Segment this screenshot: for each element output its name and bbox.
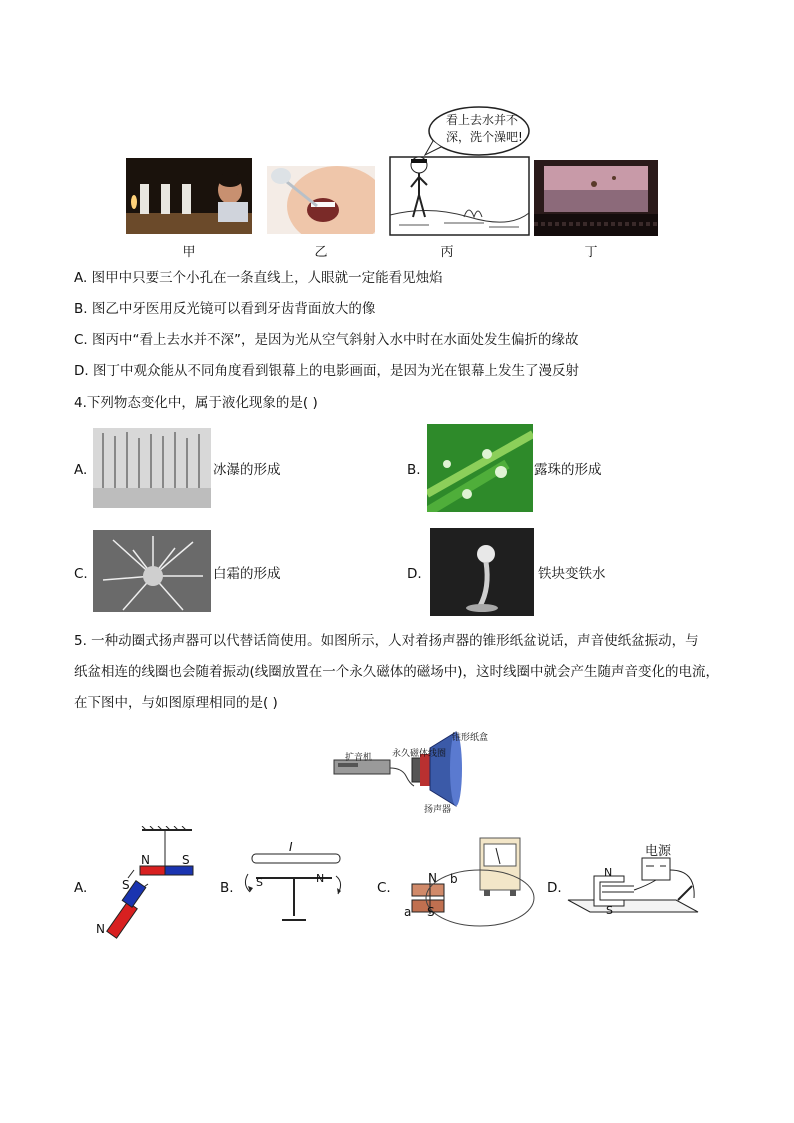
speech-bubble-text: 看上去水并不深，洗个澡吧! — [446, 113, 523, 144]
q5-option-d-letter[interactable]: D. — [547, 880, 562, 896]
magnet-diagram — [104, 826, 204, 946]
induction-diagram — [396, 834, 536, 930]
motor-s-label: S — [606, 904, 613, 917]
q3-option-c[interactable]: C. 图丙中“看上去水并不深”，是因为光从空气斜射入水中时在水面处发生偏折的缘故 — [74, 332, 579, 348]
photo-dew — [427, 424, 533, 512]
motor-n-label: N — [604, 866, 613, 879]
label-cone: 锥形纸盒 — [452, 733, 489, 743]
label-coil: 线圈 — [428, 749, 447, 759]
q4-option-d-letter[interactable]: D. — [407, 566, 422, 582]
q4-option-d-text: 铁块变铁水 — [538, 566, 606, 582]
motor-diagram — [566, 856, 708, 932]
q4-option-c-text: 白霜的形成 — [213, 566, 281, 582]
magnet-bottom-n-label: N — [96, 922, 105, 936]
induction-b-label: b — [450, 872, 458, 886]
q3-option-d[interactable]: D. 图丁中观众能从不同角度看到银幕上的电影画面，是因为光在银幕上发生了漫反射 — [74, 363, 579, 379]
q5-option-a-letter[interactable]: A. — [74, 880, 88, 896]
photo-jia — [126, 158, 252, 234]
needle-n-label: N — [316, 872, 325, 885]
caption-yi: 乙 — [314, 245, 328, 260]
induction-a-label: a — [404, 905, 412, 919]
magnet-top-n-label: N — [141, 853, 150, 867]
label-amplifier: 扩音机 — [345, 753, 373, 763]
photo-ice-waterfall — [93, 428, 211, 508]
q3-option-a[interactable]: A. 图甲中只要三个小孔在一条直线上，人眼就一定能看见烛焰 — [74, 270, 443, 286]
q5-stem-line1: 5. 一种动圈式扬声器可以代替话筒使用。如图所示，人对着扬声器的锥形纸盆说话，声音使纸盆振动，与 — [74, 633, 699, 649]
q4-option-b-text: 露珠的形成 — [534, 462, 602, 478]
q3-option-b[interactable]: B. 图乙中牙医用反光镜可以看到牙齿背面放大的像 — [74, 301, 376, 317]
q4-option-a-text: 冰瀑的形成 — [213, 462, 281, 478]
q5-stem-line3: 在下图中，与如图原理相同的是( ) — [74, 695, 278, 711]
photo-frost — [93, 530, 211, 612]
photo-molten-iron — [430, 528, 534, 616]
caption-jia: 甲 — [182, 245, 196, 260]
power-label: 电源 — [645, 844, 672, 859]
magnet-bottom-s-label: S — [122, 878, 130, 892]
needle-s-label: S — [256, 876, 263, 889]
caption-bing: 丙 — [440, 245, 454, 260]
q4-stem: 4.下列物态变化中，属于液化现象的是( ) — [74, 395, 318, 411]
q5-option-b-letter[interactable]: B. — [220, 880, 234, 896]
magnet-top-s-label: S — [182, 853, 190, 867]
label-magnet: 永久磁体 — [392, 749, 429, 759]
q4-option-b-letter[interactable]: B. — [407, 462, 421, 478]
induction-n-label: N — [428, 871, 437, 885]
q5-stem-line2: 纸盆相连的线圈也会随着振动(线圈放置在一个永久磁体的磁场中)，这时线圈中就会产生随声音变化的电流， — [74, 664, 720, 680]
q4-option-a-letter[interactable]: A. — [74, 462, 88, 478]
label-speaker: 扬声器 — [424, 805, 452, 815]
photo-ding — [534, 160, 658, 236]
q5-option-c-letter[interactable]: C. — [377, 880, 391, 896]
photo-yi — [267, 166, 375, 234]
induction-s-label: S — [427, 905, 435, 919]
caption-ding: 丁 — [584, 245, 598, 260]
current-label: I — [289, 840, 293, 854]
q4-option-c-letter[interactable]: C. — [74, 566, 88, 582]
